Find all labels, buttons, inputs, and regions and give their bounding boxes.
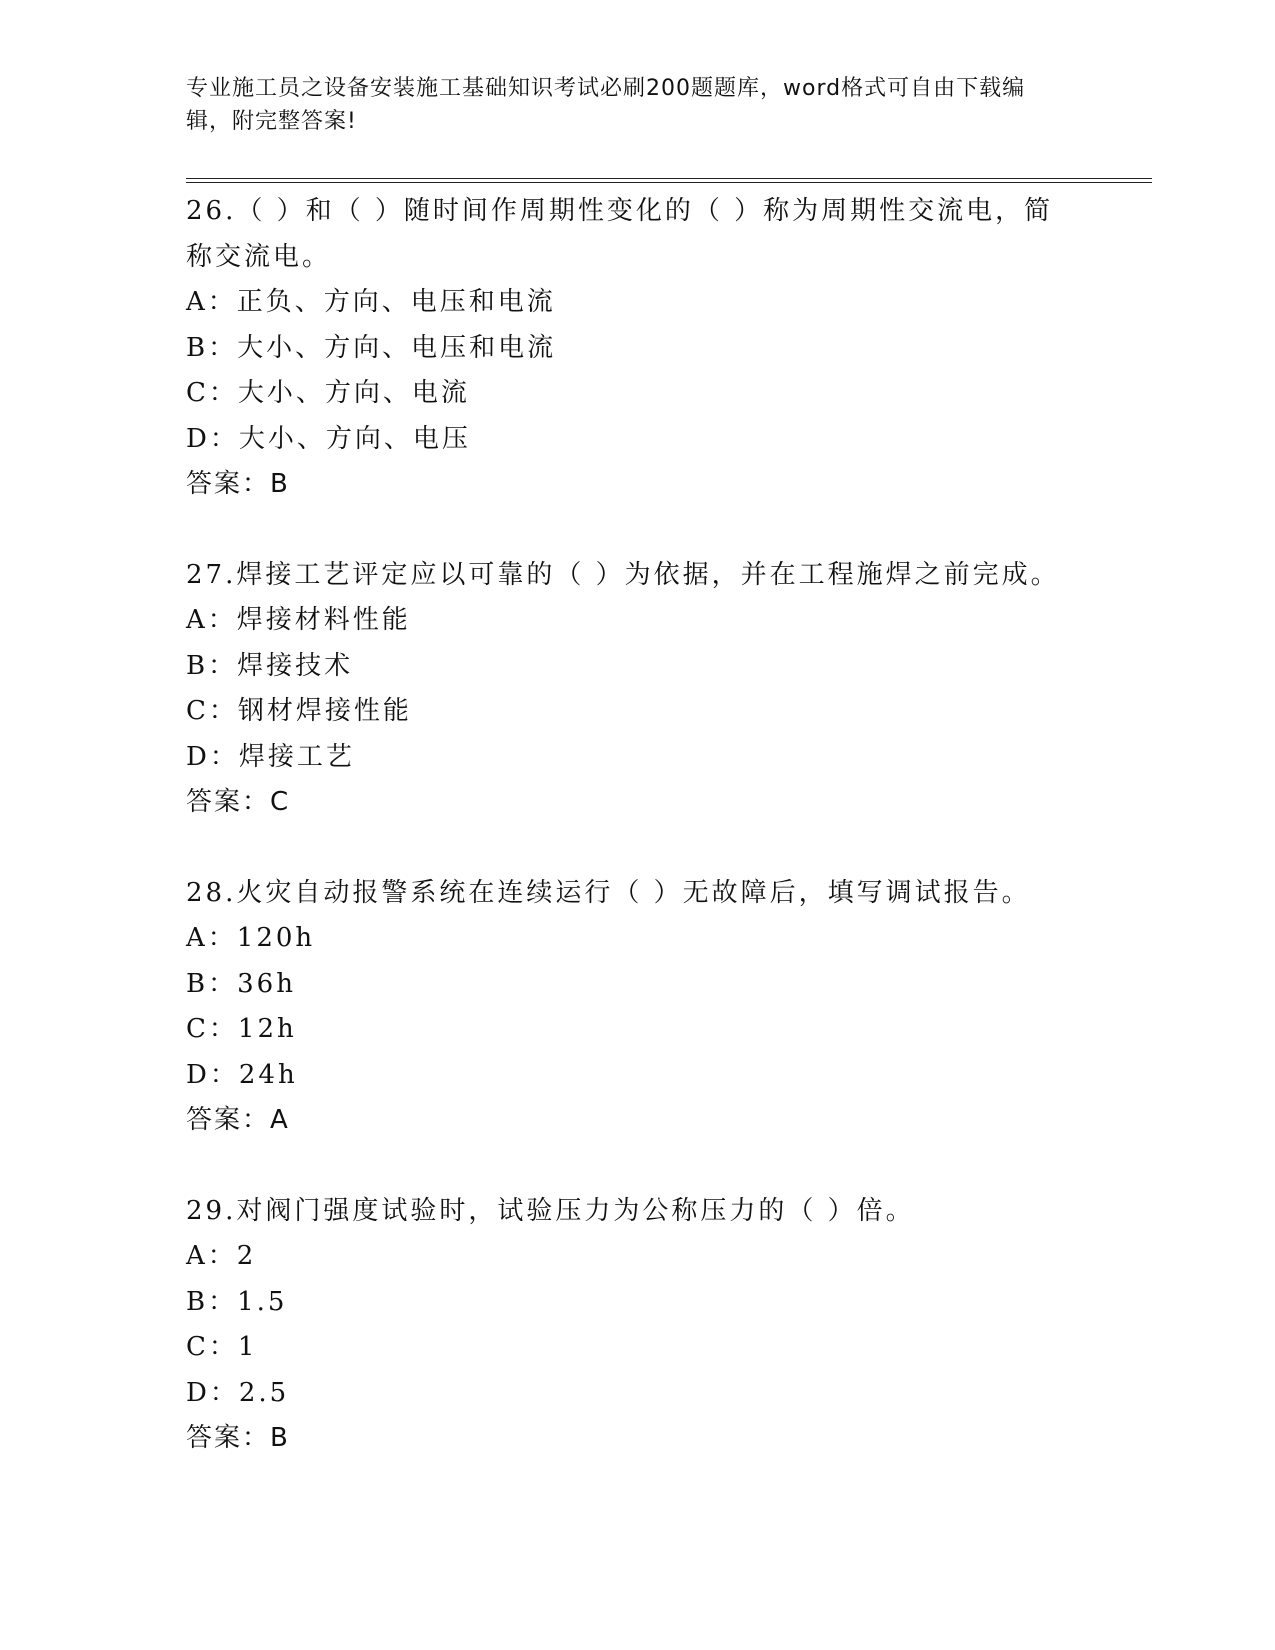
- answer-line: [186, 1416, 1066, 1462]
- answer-value: C: [270, 787, 291, 817]
- question-stem: [186, 1189, 1066, 1235]
- option-key: B：: [186, 968, 238, 999]
- option-c: [186, 1325, 1066, 1371]
- question-number: 29.: [186, 1195, 237, 1226]
- question-number: 26.: [186, 196, 237, 226]
- option-key: C：: [186, 378, 238, 408]
- question-text: 火灾自动报警系统在连续运行（ ）无故障后，填写调试报告。: [236, 877, 1031, 908]
- option-c: [186, 689, 1066, 735]
- question-stem: [186, 189, 1066, 280]
- option-text: 24h: [238, 1059, 298, 1090]
- option-key: B：: [186, 332, 238, 363]
- option-text: 36h: [237, 968, 296, 999]
- option-text: 焊接技术: [237, 650, 354, 681]
- option-c: [186, 1007, 1066, 1053]
- option-a: [186, 280, 1066, 326]
- header-divider-top: [186, 178, 1152, 179]
- question-27: [186, 553, 1066, 826]
- question-stem: [186, 871, 1066, 917]
- option-text: 大小、方向、电压和电流: [237, 332, 557, 363]
- option-key: A：: [186, 923, 237, 953]
- question-28: [186, 871, 1066, 1144]
- option-d: [186, 417, 1066, 463]
- option-text: 120h: [236, 923, 316, 953]
- option-text: 1.5: [237, 1286, 288, 1317]
- option-text: 大小、方向、电流: [237, 378, 470, 408]
- question-number: 28.: [186, 877, 237, 908]
- option-key: B：: [186, 650, 238, 681]
- option-a: [186, 598, 1066, 644]
- header-divider-bottom: [186, 182, 1152, 183]
- answer-value: A: [270, 1105, 290, 1135]
- option-text: 2: [236, 1241, 257, 1271]
- answer-line: [186, 462, 1066, 508]
- question-text: （ ）和（ ）随时间作周期性变化的（ ）称为周期性交流电，简称交流电。: [186, 196, 1054, 272]
- option-d: [186, 735, 1066, 781]
- option-text: 2.5: [238, 1377, 290, 1408]
- option-text: 1: [237, 1332, 258, 1362]
- option-d: [186, 1371, 1066, 1417]
- option-key: A：: [186, 605, 237, 635]
- question-text: 焊接工艺评定应以可靠的（ ）为依据，并在工程施焊之前完成。: [236, 559, 1060, 590]
- option-key: D：: [186, 741, 239, 772]
- option-text: 钢材焊接性能: [237, 696, 412, 726]
- option-b: [186, 962, 1066, 1008]
- option-text: 焊接工艺: [238, 741, 355, 772]
- answer-label: 答案：: [186, 469, 271, 499]
- answer-value: B: [270, 469, 290, 499]
- option-key: C：: [186, 1332, 238, 1362]
- question-stem: [186, 553, 1066, 599]
- option-key: C：: [186, 1014, 238, 1044]
- question-26: [186, 189, 1066, 508]
- question-29: [186, 1189, 1066, 1462]
- option-b: [186, 326, 1066, 372]
- option-b: [186, 1280, 1066, 1326]
- option-key: A：: [186, 287, 237, 317]
- option-text: 正负、方向、电压和电流: [236, 287, 556, 317]
- option-text: 焊接材料性能: [236, 605, 411, 635]
- answer-line: [186, 1098, 1066, 1144]
- option-key: A：: [186, 1241, 237, 1271]
- option-text: 12h: [237, 1014, 297, 1044]
- option-c: [186, 371, 1066, 417]
- option-key: D：: [186, 423, 239, 454]
- answer-line: [186, 780, 1066, 826]
- answer-value: B: [270, 1423, 290, 1453]
- question-list: [186, 189, 1066, 1507]
- option-key: D：: [186, 1377, 239, 1408]
- answer-label: 答案：: [186, 787, 271, 817]
- question-text: 对阀门强度试验时，试验压力为公称压力的（ ）倍。: [236, 1195, 915, 1226]
- answer-label: 答案：: [186, 1423, 271, 1453]
- question-number: 27.: [186, 559, 237, 590]
- answer-label: 答案：: [186, 1105, 271, 1135]
- option-key: B：: [186, 1286, 238, 1317]
- option-a: [186, 916, 1066, 962]
- option-text: 大小、方向、电压: [238, 423, 471, 454]
- option-a: [186, 1234, 1066, 1280]
- option-d: [186, 1053, 1066, 1099]
- option-key: D：: [186, 1059, 239, 1090]
- option-b: [186, 644, 1066, 690]
- option-key: C：: [186, 696, 238, 726]
- document-title: 专业施工员之设备安装施工基础知识考试必刷200题题库，word格式可自由下载编辑，附完整答案!: [186, 76, 1026, 134]
